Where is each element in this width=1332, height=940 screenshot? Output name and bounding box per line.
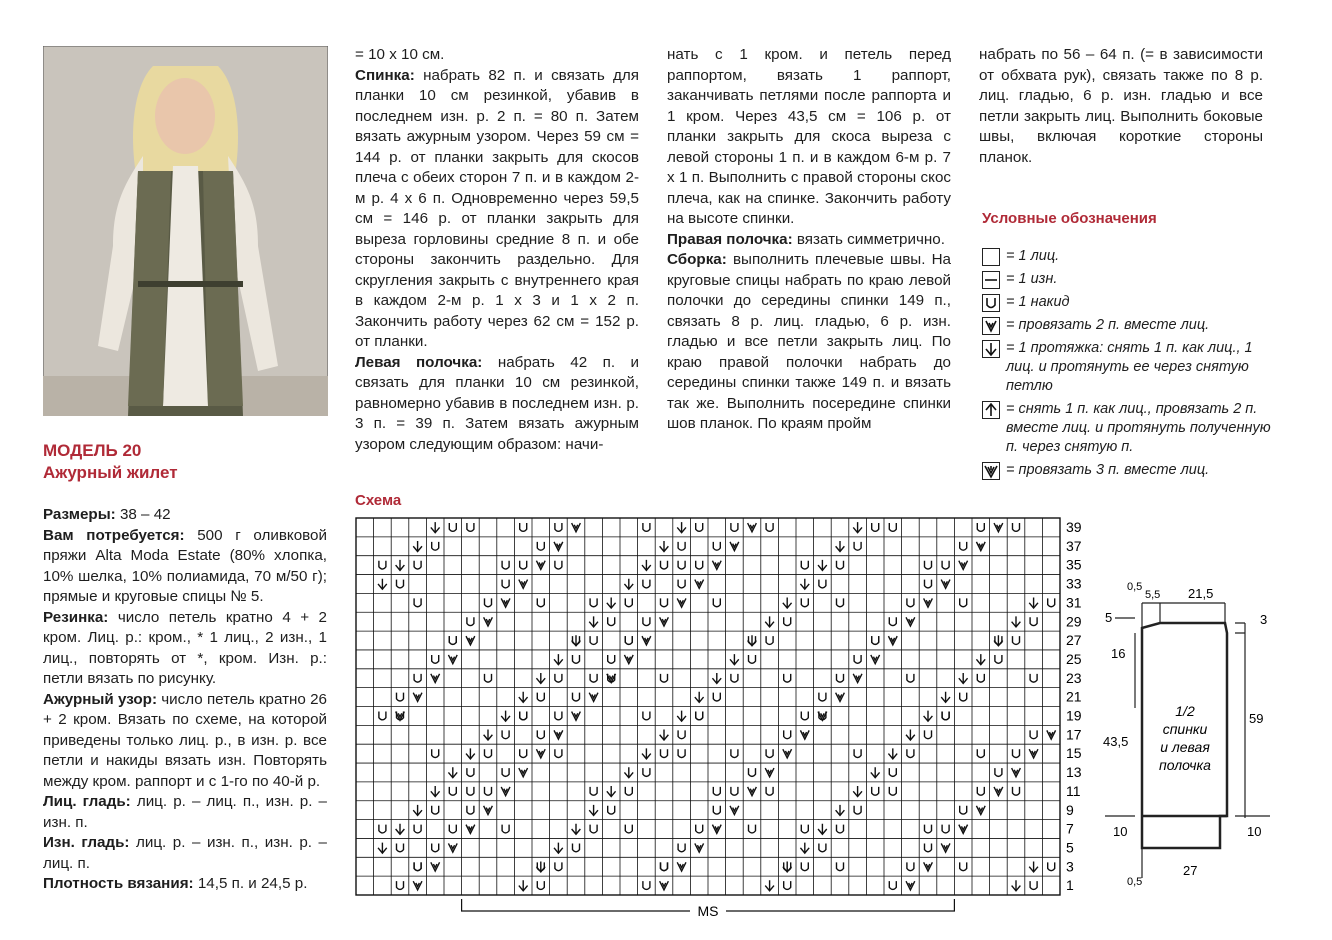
row-label: 27 xyxy=(1066,632,1082,649)
paragraph-heading: Правая полочка: xyxy=(667,230,793,248)
paragraph xyxy=(355,66,639,353)
legend-item xyxy=(982,339,1282,396)
purl-symbol-icon xyxy=(982,271,1000,289)
paragraph-text: 38 – 42 xyxy=(115,506,171,523)
legend-text: = провязать 2 п. вместе лиц. xyxy=(1006,317,1210,333)
row-label: 39 xyxy=(1066,519,1082,535)
k2tog-symbol-icon xyxy=(982,317,1000,335)
dim-armhole: 16 xyxy=(1111,646,1126,661)
paragraph-heading: Лиц. гладь: xyxy=(43,793,131,810)
schematic-label-1: 1/2 xyxy=(1175,703,1195,719)
row-label: 35 xyxy=(1066,556,1082,573)
paragraph-text: выполнить плечевые швы. На круговые спицы набрать по краю левой полочки до середины спинки 149 п., связать 8 р. лиц. гладью, 6 р. изн. гладью и все петли закрыть лиц. По краю правой полочки набрать до середины спинки также 149 п. и вязать так же. Выполнить посередине спинки шов планок. По краям пройм xyxy=(667,251,951,432)
chart-grid xyxy=(356,518,1060,895)
paragraph xyxy=(43,833,327,874)
row-label: 25 xyxy=(1066,650,1082,667)
dim-top-c: 21,5 xyxy=(1188,586,1214,601)
row-label: 33 xyxy=(1066,575,1082,592)
row-label: 11 xyxy=(1066,782,1081,799)
dim-band-right: 10 xyxy=(1247,824,1262,839)
row-label: 7 xyxy=(1066,820,1074,837)
legend-item xyxy=(982,270,1282,289)
paragraph xyxy=(43,874,327,895)
row-label: 17 xyxy=(1066,726,1082,743)
schematic-label-2: спинки xyxy=(1162,721,1208,737)
row-label: 9 xyxy=(1066,801,1074,818)
model-number: МОДЕЛЬ 20 xyxy=(43,441,142,460)
paragraph xyxy=(43,505,327,526)
dim-bottom-a: 0,5 xyxy=(1127,876,1143,888)
row-label: 3 xyxy=(1066,858,1074,875)
paragraph xyxy=(43,526,327,608)
dim-width: 27 xyxy=(1183,863,1198,878)
dim-total: 59 xyxy=(1249,711,1264,726)
paragraph-heading: Спинка: xyxy=(355,66,415,84)
paragraph-text: число петель кратно 26 + 2 кром. Вязать по схеме, на которой приведены только лиц. р., в изн. р. все петли и накиды вязать изн. Повторять между кром. раппорт и с 1-го по 40-й р. xyxy=(43,690,327,790)
legend-text: = 1 лиц. xyxy=(1006,248,1060,264)
paragraph xyxy=(355,353,639,456)
dim-left-5: 5 xyxy=(1105,610,1113,625)
paragraph-heading: Левая полочка: xyxy=(355,353,483,371)
paragraph-heading: Сборка: xyxy=(667,251,727,268)
paragraph-text: лиц. р. – лиц. п., изн. р. – изн. п. xyxy=(43,793,327,831)
knit-symbol-icon xyxy=(982,248,1000,266)
legend-item xyxy=(982,316,1282,335)
paragraph-text: = 10 х 10 см. xyxy=(355,46,445,63)
paragraph-heading: Ажурный узор: xyxy=(43,690,158,708)
row-label: 5 xyxy=(1066,839,1074,856)
repeat-label: MS xyxy=(697,903,719,919)
legend xyxy=(982,247,1282,484)
legend-text: = снять 1 п. как лиц., провязать 2 п. вместе лиц. и протянуть полученную п. через снятую п. xyxy=(1006,401,1271,455)
row-label: 29 xyxy=(1066,613,1082,630)
row-label: 15 xyxy=(1066,745,1082,762)
legend-item xyxy=(982,247,1282,266)
legend-text: = провязать 3 п. вместе лиц. xyxy=(1006,462,1210,478)
paragraph xyxy=(667,230,951,251)
dim-top-b: 5,5 xyxy=(1145,589,1161,601)
row-label: 23 xyxy=(1066,669,1082,686)
paragraph xyxy=(979,45,1263,168)
model-name: Ажурный жилет xyxy=(43,463,178,482)
paragraph xyxy=(43,690,327,793)
legend-text: = 1 протяжка: снять 1 п. как лиц., 1 лиц. и протянуть ее через снятую петлю xyxy=(1006,340,1253,394)
paragraph xyxy=(355,45,639,66)
paragraph-heading: Изн. гладь: xyxy=(43,834,130,851)
schema-title: Схема xyxy=(355,492,402,509)
legend-title: Условные обозначения xyxy=(982,210,1157,227)
model-heading xyxy=(43,440,178,484)
paragraph xyxy=(667,45,951,230)
sk2p-symbol-icon xyxy=(982,401,1000,419)
row-label: 19 xyxy=(1066,707,1082,724)
paragraph-heading: Плотность вязания: xyxy=(43,875,194,892)
paragraph xyxy=(667,250,951,435)
row-label: 31 xyxy=(1066,594,1082,611)
paragraph-text: набрать 82 п. и связать для планки 10 см резинкой, убавив в последнем изн. р. 2 п. = 80 п. Затем вязать ажурным узором. Через 59 см = 144 р. от планки закрыть для скосов плеча с обеих сторон 7 п. и в каждом 2-м р. 4 х 6 п. Одновременно через 59,5 см = 146 р. от планки закрыть для выреза горловины средние 8 п. и обе стороны закончить раздельно. Для скругления закрыть с внутреннего края в каждом 2-м р. 1 х 3 и 1 х 2 п. Закончить работу через 62 см = 152 р. от планки. xyxy=(355,66,639,350)
paragraph-heading: Вам потребуется: xyxy=(43,526,185,544)
paragraph-text: лиц. р. – изн. п., изн. р. – лиц. п. xyxy=(43,834,327,872)
paragraph-heading: Резинка: xyxy=(43,608,109,626)
legend-text: = 1 изн. xyxy=(1006,271,1058,287)
row-label: 37 xyxy=(1066,537,1082,554)
model-photo xyxy=(43,46,328,416)
text-column-1 xyxy=(43,505,327,895)
paragraph xyxy=(43,792,327,833)
legend-item xyxy=(982,293,1282,312)
k3tog-symbol-icon xyxy=(982,462,1000,480)
legend-text: = 1 накид xyxy=(1006,294,1070,310)
paragraph xyxy=(43,608,327,690)
dim-right-3: 3 xyxy=(1260,612,1268,627)
dim-band-left: 10 xyxy=(1113,824,1128,839)
dim-height: 43,5 xyxy=(1103,734,1129,749)
paragraph-text: вязать симметрично. xyxy=(792,230,945,248)
text-column-2 xyxy=(355,45,639,455)
yarn-over-symbol-icon xyxy=(982,294,1000,312)
paragraph-text: 14,5 п. и 24,5 р. xyxy=(193,875,308,892)
row-label: 1 xyxy=(1066,877,1074,894)
paragraph-heading: Размеры: xyxy=(43,506,116,523)
text-column-3 xyxy=(667,45,951,435)
schematic-label-4: полочка xyxy=(1159,757,1211,773)
dim-top-a: 0,5 xyxy=(1127,581,1143,593)
garment-schematic xyxy=(1095,578,1280,893)
legend-item xyxy=(982,461,1282,480)
paragraph-text: набрать по 56 – 64 п. (= в зависимости от обхвата рук), связать также по 8 р. лиц. гладью, 6 р. изн. гладью и все петли закрыть лиц. Выполнить боковые швы, включая короткие стороны планок. xyxy=(979,46,1263,166)
row-label: 21 xyxy=(1066,688,1082,705)
paragraph-text: набрать 42 п. и связать для планки 10 см резинкой, равномерно убавив в последнем изн. р. 3 п. = 39 п. Затем вязать ажурным узором следующим образом: начи- xyxy=(355,353,639,453)
paragraph-text: число петель кратно 4 + 2 кром. Лиц. р.: кром., * 1 лиц., 2 изн., 1 лиц., повторять от *, кром. Изн. р.: петли вязать по рисунку. xyxy=(43,608,327,687)
text-column-4 xyxy=(979,45,1263,168)
schematic-label-3: и левая xyxy=(1160,739,1210,755)
knitting-chart xyxy=(354,516,1094,926)
paragraph-text: 500 г оливковой пряжи Alta Moda Estate (80% хлопка, 10% шелка, 10% полиамида, 70 м/50 г); прямые и круговые спицы № 5. xyxy=(43,526,327,605)
legend-item xyxy=(982,400,1282,457)
ssk-symbol-icon xyxy=(982,340,1000,358)
paragraph-text: нать с 1 кром. и петель перед раппортом, вязать 1 раппорт, заканчивать петлями после раппорта и 1 кром. Через 43,5 см = 106 р. от планки закрыть для скоса выреза с левой стороны 1 п. и в каждом 6-м р. 7 х 1 п. Выполнить с правой стороны скос плеча, как на спинке. Закончить работу на высоте спинки. xyxy=(667,46,951,227)
row-label: 13 xyxy=(1066,764,1082,781)
